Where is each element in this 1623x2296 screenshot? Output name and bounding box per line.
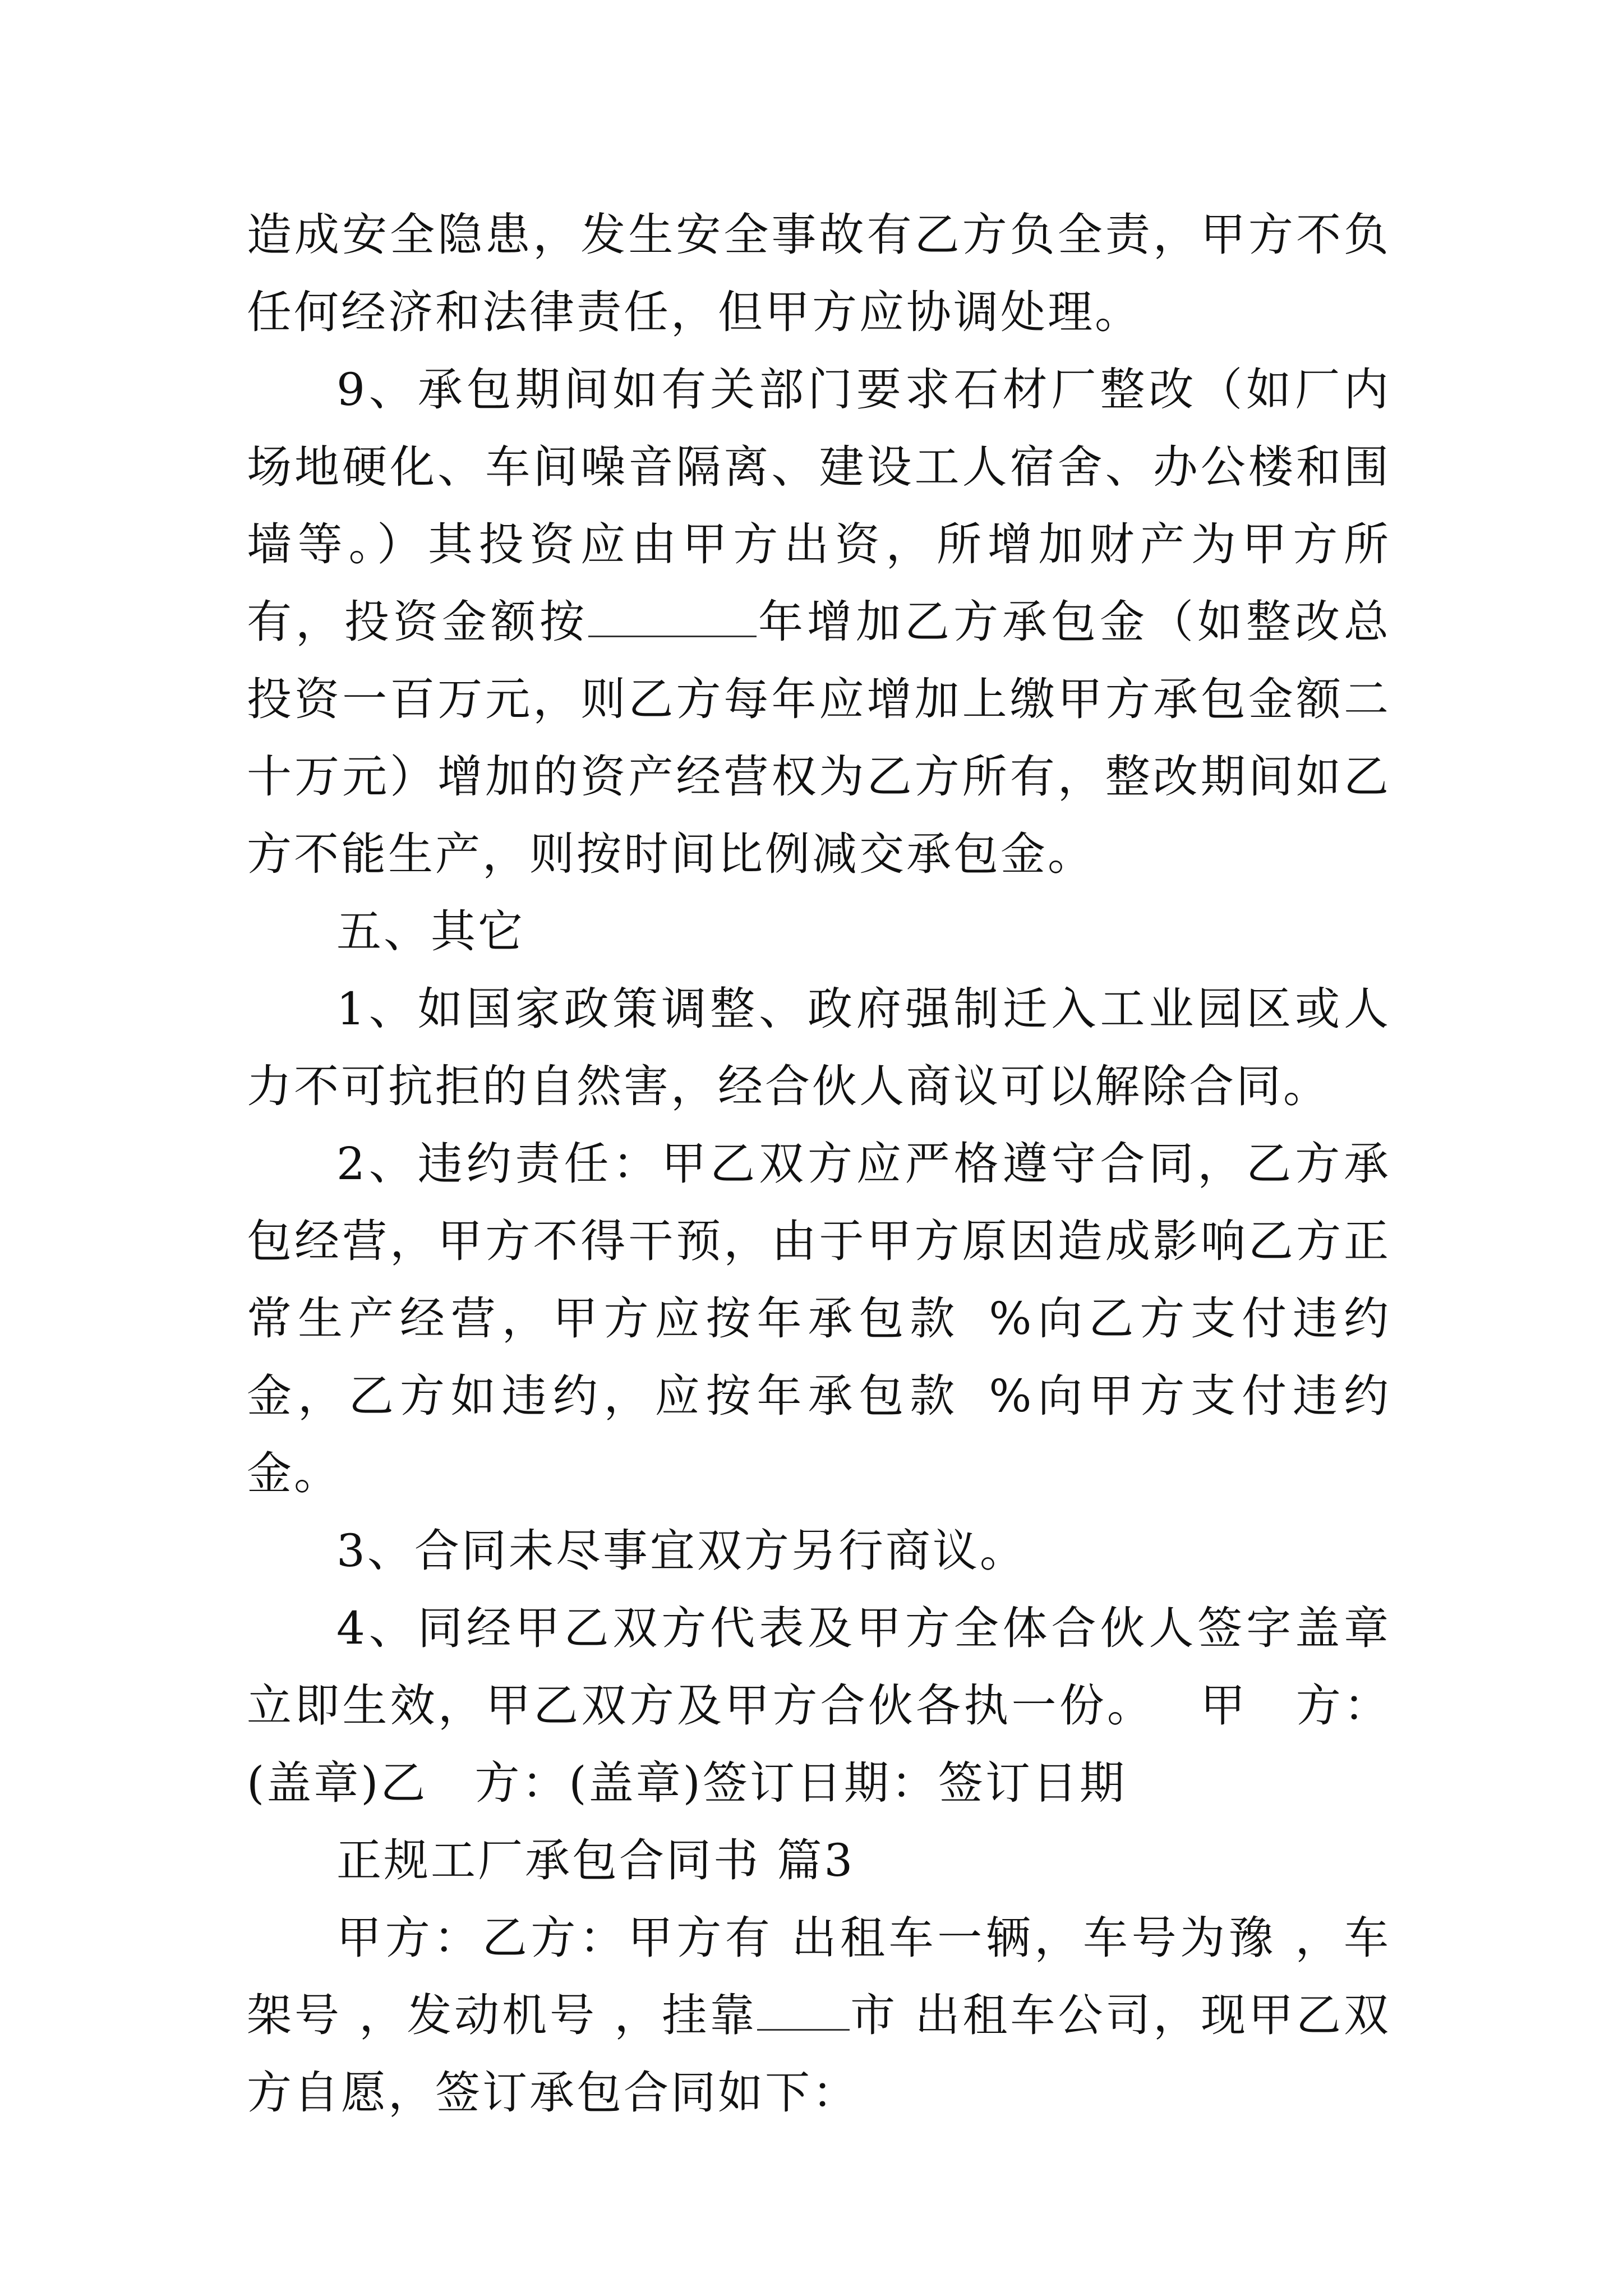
paragraph-text: 2、违约责任：甲乙双方应严格遵守合同，乙方承包经营，甲方不得干预，由于甲方原因造成影响乙方正常生产经营，甲方应按年承包款 [247,1138,1391,1345]
document-body [247,196,1391,2132]
paragraph-other-3 [247,1512,1391,1590]
paragraph-text: 3、合同未尽事宜双方另行商议。 [336,1525,1027,1577]
paragraph-text: 年增加乙方承包金（如整改总投资一百万元，则乙方每年应增加上缴甲方承包金额二十万元）增加的资产经营权为乙方所有，整改期间如乙方不能生产，则按时间比例减交承包金。 [247,596,1391,880]
paragraph-text: 市 出租车公司，现甲乙双方自愿，签订承包合同如下： [247,1989,1391,2119]
paragraph-text: 1、如国家政策调整、政府强制迁入工业园区或人力不可抗拒的自然害，经合伙人商议可以解除合同。 [247,983,1391,1112]
paragraph-safety-liability [247,196,1391,351]
paragraph-text: 4、同经甲乙双方代表及甲方全体合伙人签字盖章立即生效，甲乙双方及甲方合伙各执一份。 [247,1602,1391,1732]
paragraph-text: 9、承包期间如有关部门要求石材厂整改（如厂内场地硬化、车间噪音隔离、建设工人宿舍、办公楼和围墙等。）其投资应由甲方出资，所增加财产为甲方所有，投资金额按 [247,364,1391,648]
title-text: 正规工厂承包合同书 篇3 [336,1834,855,1887]
signature-line: 甲 方：(盖章)乙 方：(盖章)签订日期：签订日期 [247,1680,1391,1809]
paragraph-text: %向甲方支付违约金。 [247,1370,1391,1499]
paragraph-clause-9 [247,351,1391,893]
paragraph-text: 甲方：乙方：甲方有 出租车一辆，车号为豫 ，车架号 ，发动机号 ，挂靠 [247,1912,1391,2041]
heading-text: 五、其它 [336,905,525,958]
paragraph-other-1 [247,970,1391,1125]
paragraph-other-2 [247,1125,1391,1512]
paragraph-other-4 [247,1590,1391,1822]
paragraph-text: 造成安全隐患，发生安全事故有乙方负全责，甲方不负任何经济和法律责任，但甲方应协调处理。 [247,209,1391,338]
fill-in-blank [588,595,757,637]
contract-title [247,1822,1391,1899]
paragraph-text: %向乙方支付违约金，乙方如违约，应按年承包款 [247,1292,1391,1422]
fill-in-blank [757,1989,850,2031]
paragraph-taxi-contract [247,1899,1391,2132]
section-heading-other [247,893,1391,970]
